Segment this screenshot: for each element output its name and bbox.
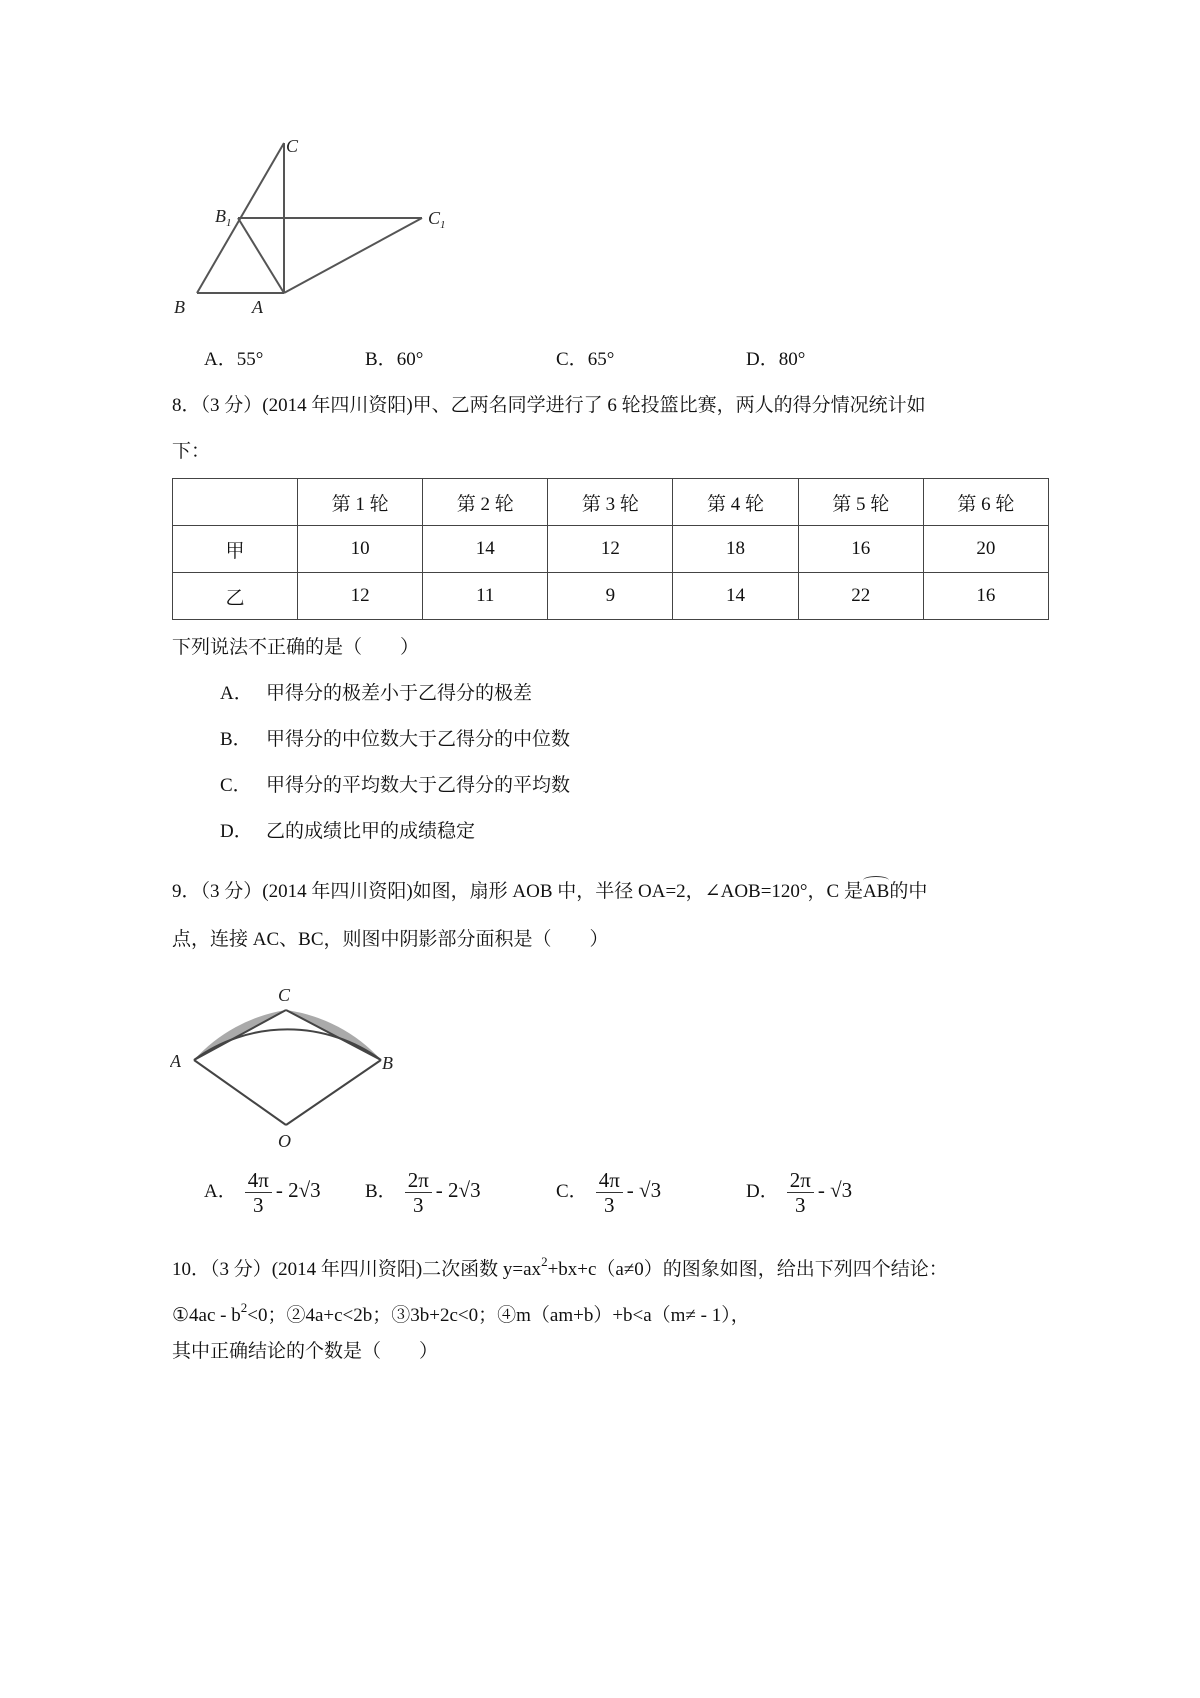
label-C: C bbox=[286, 136, 299, 156]
table-cell: 20 bbox=[923, 526, 1048, 573]
q8-option-d[interactable]: D． 乙的成绩比甲的成绩稳定 bbox=[220, 821, 476, 842]
table-header-cell: 第 6 轮 bbox=[923, 479, 1048, 526]
q7-option-a[interactable]: A．55° bbox=[204, 349, 264, 370]
label-C: C bbox=[278, 985, 291, 1005]
q10-stem-line1: 10．（3 分）(2014 年四川资阳)二次函数 $y=ax^2+bx+c(a\ne 0)$的图象如图，给出下列四个结论： bbox=[172, 1254, 948, 1280]
segment-AC bbox=[194, 1010, 286, 1060]
q7-option-b[interactable]: B．60° bbox=[365, 349, 424, 370]
table-row bbox=[173, 526, 1049, 573]
label-A: A bbox=[252, 297, 263, 317]
table-cell: 14 bbox=[423, 526, 548, 573]
q8-option-b[interactable]: B． 甲得分的中位数大于乙得分的中位数 bbox=[220, 729, 571, 750]
q10-question: 其中正确结论的个数是（ ） bbox=[172, 1341, 439, 1362]
table-header-cell: 第 4 轮 bbox=[673, 479, 798, 526]
q9-option-b[interactable]: B． $\frac{2\pi}{3}$ - 2√3 bbox=[365, 1168, 481, 1217]
q8-option-c[interactable]: C． 甲得分的平均数大于乙得分的平均数 bbox=[220, 775, 571, 796]
table-cell: 14 bbox=[673, 573, 798, 620]
fraction: $\frac{4\pi}{3}$ bbox=[245, 1168, 272, 1217]
q8-option-a[interactable]: A． 甲得分的极差小于乙得分的极差 bbox=[220, 683, 533, 704]
label-O: O bbox=[278, 1131, 291, 1150]
segment-CB bbox=[286, 1010, 381, 1060]
q7-option-c[interactable]: C．65° bbox=[556, 349, 615, 370]
label-B: B bbox=[382, 1053, 393, 1073]
table-header-cell: 第 1 轮 bbox=[298, 479, 423, 526]
fraction: $\frac{2\pi}{3}$ bbox=[787, 1168, 814, 1217]
row-label: 乙 bbox=[173, 573, 298, 620]
q8-stem-line2: 下： bbox=[172, 441, 211, 462]
table-cell: 18 bbox=[673, 526, 798, 573]
segment-AC1 bbox=[284, 218, 422, 293]
label-B: B bbox=[174, 297, 185, 317]
q9-options bbox=[0, 1168, 1200, 1218]
row-label: 甲 bbox=[173, 526, 298, 573]
q10-conclusions: ①4ac - $b^2<0$；②4a+c<2b；③3b+2c<0；④m（am+b）+b<a（m≠ - 1）， bbox=[172, 1300, 750, 1326]
q9-option-d[interactable]: D． $\frac{2\pi}{3}$ - √3 bbox=[746, 1168, 853, 1217]
table-cell: 22 bbox=[798, 573, 923, 620]
fraction: $\frac{2\pi}{3}$ bbox=[405, 1168, 432, 1217]
label-C1: $C_1$ bbox=[428, 208, 446, 231]
table-header-cell bbox=[173, 479, 298, 526]
table-cell: 16 bbox=[798, 526, 923, 573]
label-A: A bbox=[170, 1051, 181, 1071]
q9-stem-line2: 点，连接 AC、BC，则图中阴影部分面积是（ ） bbox=[172, 929, 609, 950]
table-cell: 11 bbox=[423, 573, 548, 620]
segment-AO bbox=[194, 1060, 286, 1125]
q7-option-d[interactable]: D．80° bbox=[746, 349, 806, 370]
q8-score-table bbox=[172, 478, 1049, 620]
table-cell: 12 bbox=[548, 526, 673, 573]
table-header-cell: 第 2 轮 bbox=[423, 479, 548, 526]
q9-option-a[interactable]: A． $\frac{4\pi}{3}$ - 2√3 bbox=[204, 1168, 321, 1217]
table-cell: 12 bbox=[298, 573, 423, 620]
q8-question: 下列说法不正确的是（ ） bbox=[172, 637, 420, 658]
table-header-cell: 第 5 轮 bbox=[798, 479, 923, 526]
table-header-cell: 第 3 轮 bbox=[548, 479, 673, 526]
segment-BO bbox=[286, 1060, 381, 1125]
label-B1: $B_1$ bbox=[215, 206, 232, 229]
table-row bbox=[173, 573, 1049, 620]
q9-stem-line1: 9．（3 分）(2014 年四川资阳)如图，扇形 AOB 中，半径 OA=2，∠AOB=120°，C 是AB的中 bbox=[172, 881, 928, 902]
table-cell: 10 bbox=[298, 526, 423, 573]
q9-sector-figure bbox=[170, 975, 430, 1150]
fraction: $\frac{4\pi}{3}$ bbox=[596, 1168, 623, 1217]
q8-stem-line1: 8．（3 分）(2014 年四川资阳)甲、乙两名同学进行了 6 轮投篮比赛，两人的得分情况统计如 bbox=[172, 395, 926, 416]
segment-B1A bbox=[238, 218, 284, 293]
q9-option-c[interactable]: C． $\frac{4\pi}{3}$ - √3 bbox=[556, 1168, 662, 1217]
q7-geometry-figure bbox=[160, 120, 460, 320]
arc-ab-notation: AB bbox=[862, 881, 890, 902]
table-cell: 9 bbox=[548, 573, 673, 620]
table-cell: 16 bbox=[923, 573, 1048, 620]
table-header-row bbox=[173, 479, 1049, 526]
